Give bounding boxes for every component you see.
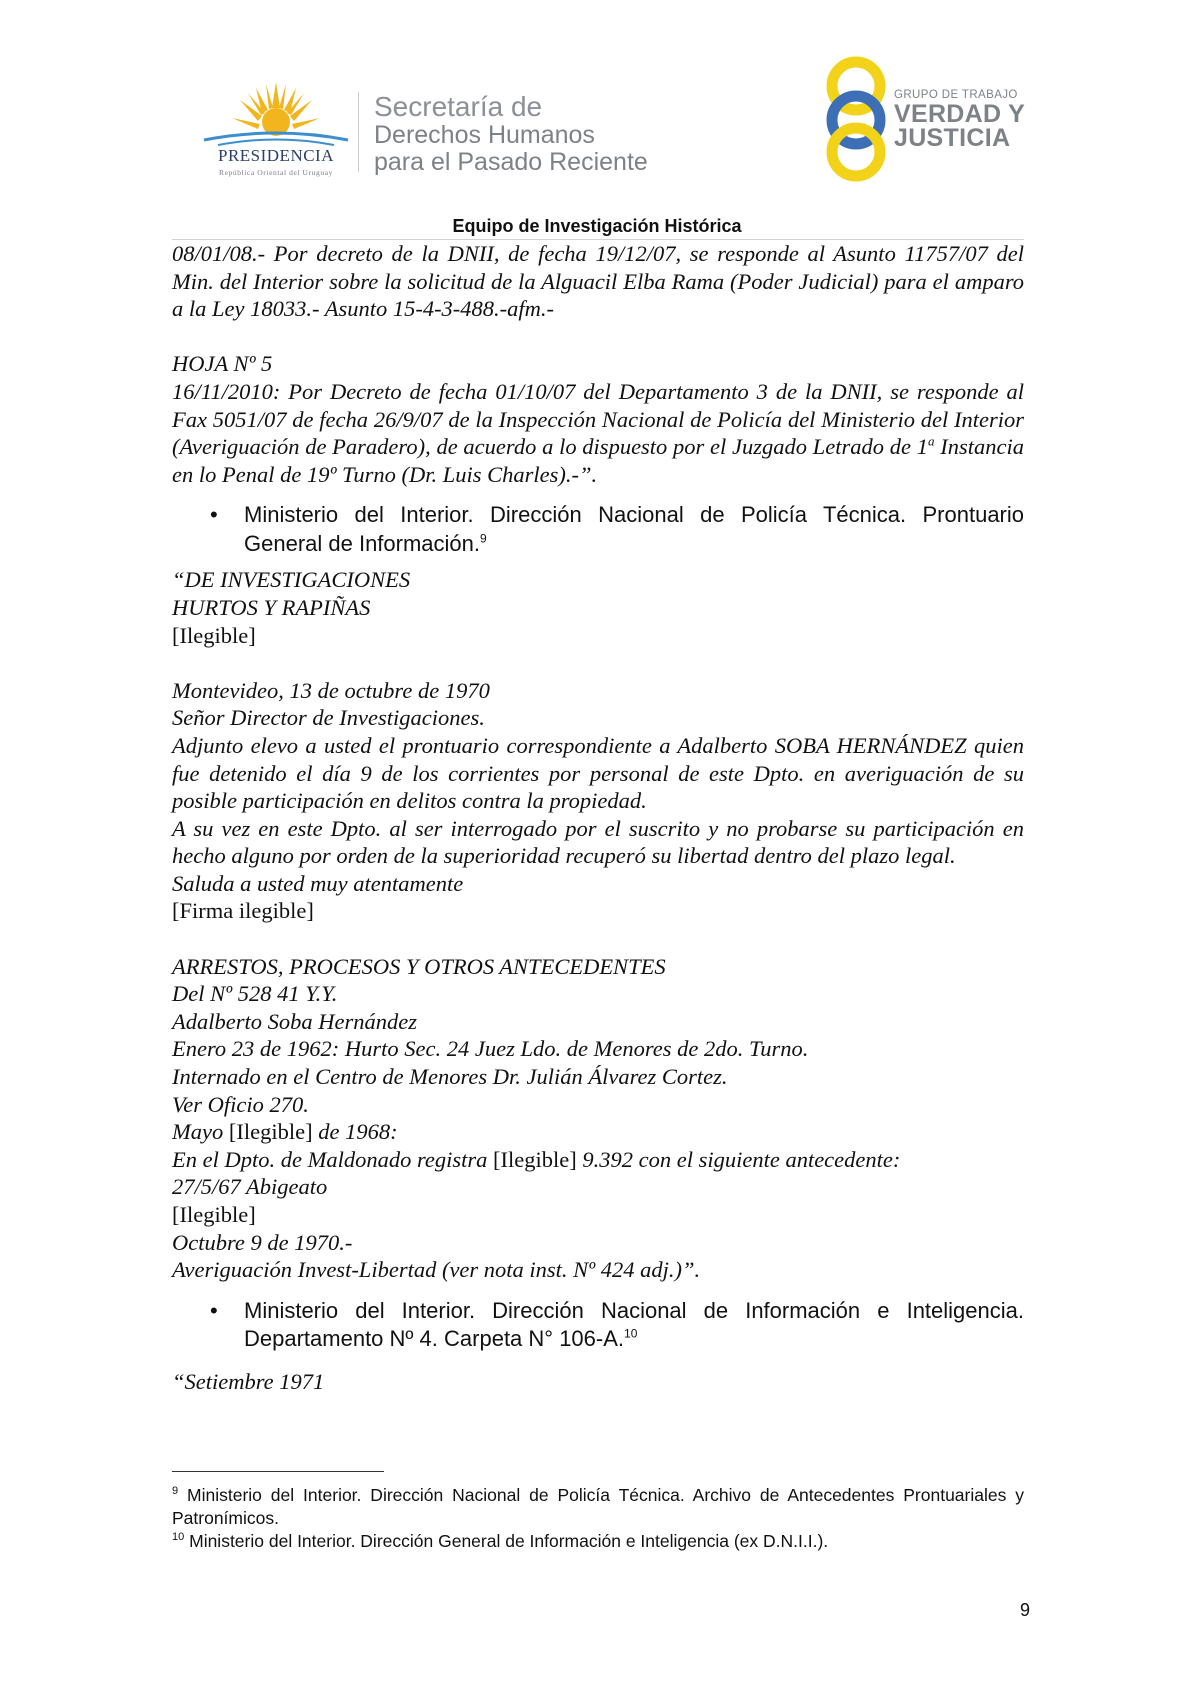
footnote: $^{10}$ Ministerio del Interior. Dirección General de Información e Inteligencia (ex D.N.I.I.). — [172, 1531, 829, 1551]
bullet-marker: • — [210, 1297, 218, 1323]
source-bullet-carpeta — [172, 1297, 1024, 1354]
illegible-note: [Ilegible] — [172, 1202, 256, 1227]
page-number: 9 — [1019, 1600, 1030, 1620]
quote-line: Internado en el Centro de Menores Dr. Julián Álvarez Cortez. — [172, 1064, 728, 1090]
quote-line: Señor Director de Investigaciones. — [172, 705, 485, 731]
paragraph-decreto: 16/11/2010: Por Decreto de fecha 01/10/07 del Departamento 3 de la DNII, se responde al Fax 5051/07 de fecha 26/9/07 de la Inspección Nacional de Policía del Ministerio del Interior (Averiguación de Paradero), de acuerdo a lo dispuesto por el Juzgado Letrado de 1$^a$ Instancia en lo Penal de 19º Turno (Dr. Luis Charles).-”. — [172, 378, 1024, 487]
bullet-text: Ministerio del Interior. Dirección Nacional de Información e Inteligencia. Departamento Nº 4. Carpeta N° 106-A. — [244, 1297, 1024, 1352]
paragraph-asunto: 08/01/08.- Por decreto de la DNII, de fecha 19/12/07, se responde al Asunto 11757/07 del Min. del Interior sobre la solicitud de la Alguacil Elba Rama (Poder Judicial) para el amparo a la Ley 18033.- Asunto 15-4-3-488.-afm.- — [172, 241, 1024, 322]
quote-line: En el Dpto. de Maldonado registra [Ilegible] 9.392 con el siguiente antecedente: — [172, 1146, 901, 1172]
secretaria-line-3: para el Pasado Reciente — [374, 148, 648, 176]
footnote: $^9$ Ministerio del Interior. Dirección Nacional de Policía Técnica. Archivo de Antecedentes Prontuariales y Patronímicos. — [172, 1485, 1024, 1528]
secretaria-logo-text — [374, 92, 648, 176]
secretaria-line-2: Derechos Humanos — [374, 121, 595, 149]
hoja-heading: HOJA Nº 5 — [172, 351, 273, 377]
quote-line: “DE INVESTIGACIONES — [172, 567, 411, 593]
secretaria-line-1: Secretaría de — [374, 91, 543, 122]
footnotes — [172, 1484, 1024, 1553]
presidencia-subtitle: República Oriental del Uruguay — [218, 168, 333, 177]
quote-line: HURTOS Y RAPIÑAS — [172, 594, 371, 620]
illegible-note: [Ilegible] — [172, 622, 256, 648]
quote-paragraph: A su vez en este Dpto. al ser interrogado por el suscrito y no probarse su participación en hecho alguno por orden de la superioridad recuperó su libertad dentro del plazo legal. — [172, 815, 1024, 869]
grupo-trabajo-logo-text — [894, 88, 1025, 150]
quote-line: Mayo [Ilegible] de 1968: — [172, 1119, 398, 1145]
source-bullet-prontuario — [172, 501, 1024, 558]
quote-paragraph: Adjunto elevo a usted el prontuario correspondiente a Adalberto SOBA HERNÁNDEZ quien fue detenido el día 9 de los corrientes por personal de este Dpto. en averiguación de su posible participación en delitos contra la propiedad. — [172, 732, 1024, 814]
department-title: Equipo de Investigación Histórica — [452, 216, 742, 236]
quote-line: Averiguación Invest-Libertad (ver nota inst. Nº 424 adj.)”. — [172, 1257, 701, 1283]
verdad-y-label: VERDAD Y — [894, 100, 1026, 128]
presidencia-name: PRESIDENCIA — [217, 146, 334, 165]
presidencia-logo — [196, 82, 356, 182]
bullet-marker: • — [210, 502, 218, 528]
quote-line: ARRESTOS, PROCESOS Y OTROS ANTECEDENTES — [172, 953, 666, 979]
sun-of-may-icon — [196, 82, 356, 146]
quote-line: Ver Oficio 270. — [172, 1091, 309, 1117]
illegible-signature: [Firma ilegible] — [172, 898, 314, 924]
footnote-ref[interactable]: 10 — [624, 1326, 638, 1341]
quote-line: Saluda a usted muy atentamente — [172, 870, 464, 896]
justicia-label: JUSTICIA — [894, 124, 1011, 152]
document-body — [172, 240, 1024, 1395]
quote-line: Montevideo, 13 de octubre de 1970 — [172, 677, 490, 703]
bullet-text: Ministerio del Interior. Dirección Nacional de Policía Técnica. Prontuario General de Información. — [244, 502, 1024, 556]
quote-line: “Setiembre 1971 — [172, 1368, 325, 1394]
quote-line: Enero 23 de 1962: Hurto Sec. 24 Juez Ldo. de Menores de 2do. Turno. — [172, 1036, 809, 1062]
quote-line: Del Nº 528 41 Y.Y. — [172, 981, 338, 1007]
quote-line: 27/5/67 Abigeato — [172, 1174, 328, 1200]
header-divider — [358, 92, 359, 172]
footnote-separator — [172, 1471, 384, 1472]
quote-line: Adalberto Soba Hernández — [172, 1008, 417, 1034]
quote-line: Octubre 9 de 1970.- — [172, 1229, 353, 1255]
footnote-ref[interactable]: 9 — [480, 531, 487, 546]
grupo-trabajo-label: GRUPO DE TRABAJO — [894, 89, 1018, 101]
